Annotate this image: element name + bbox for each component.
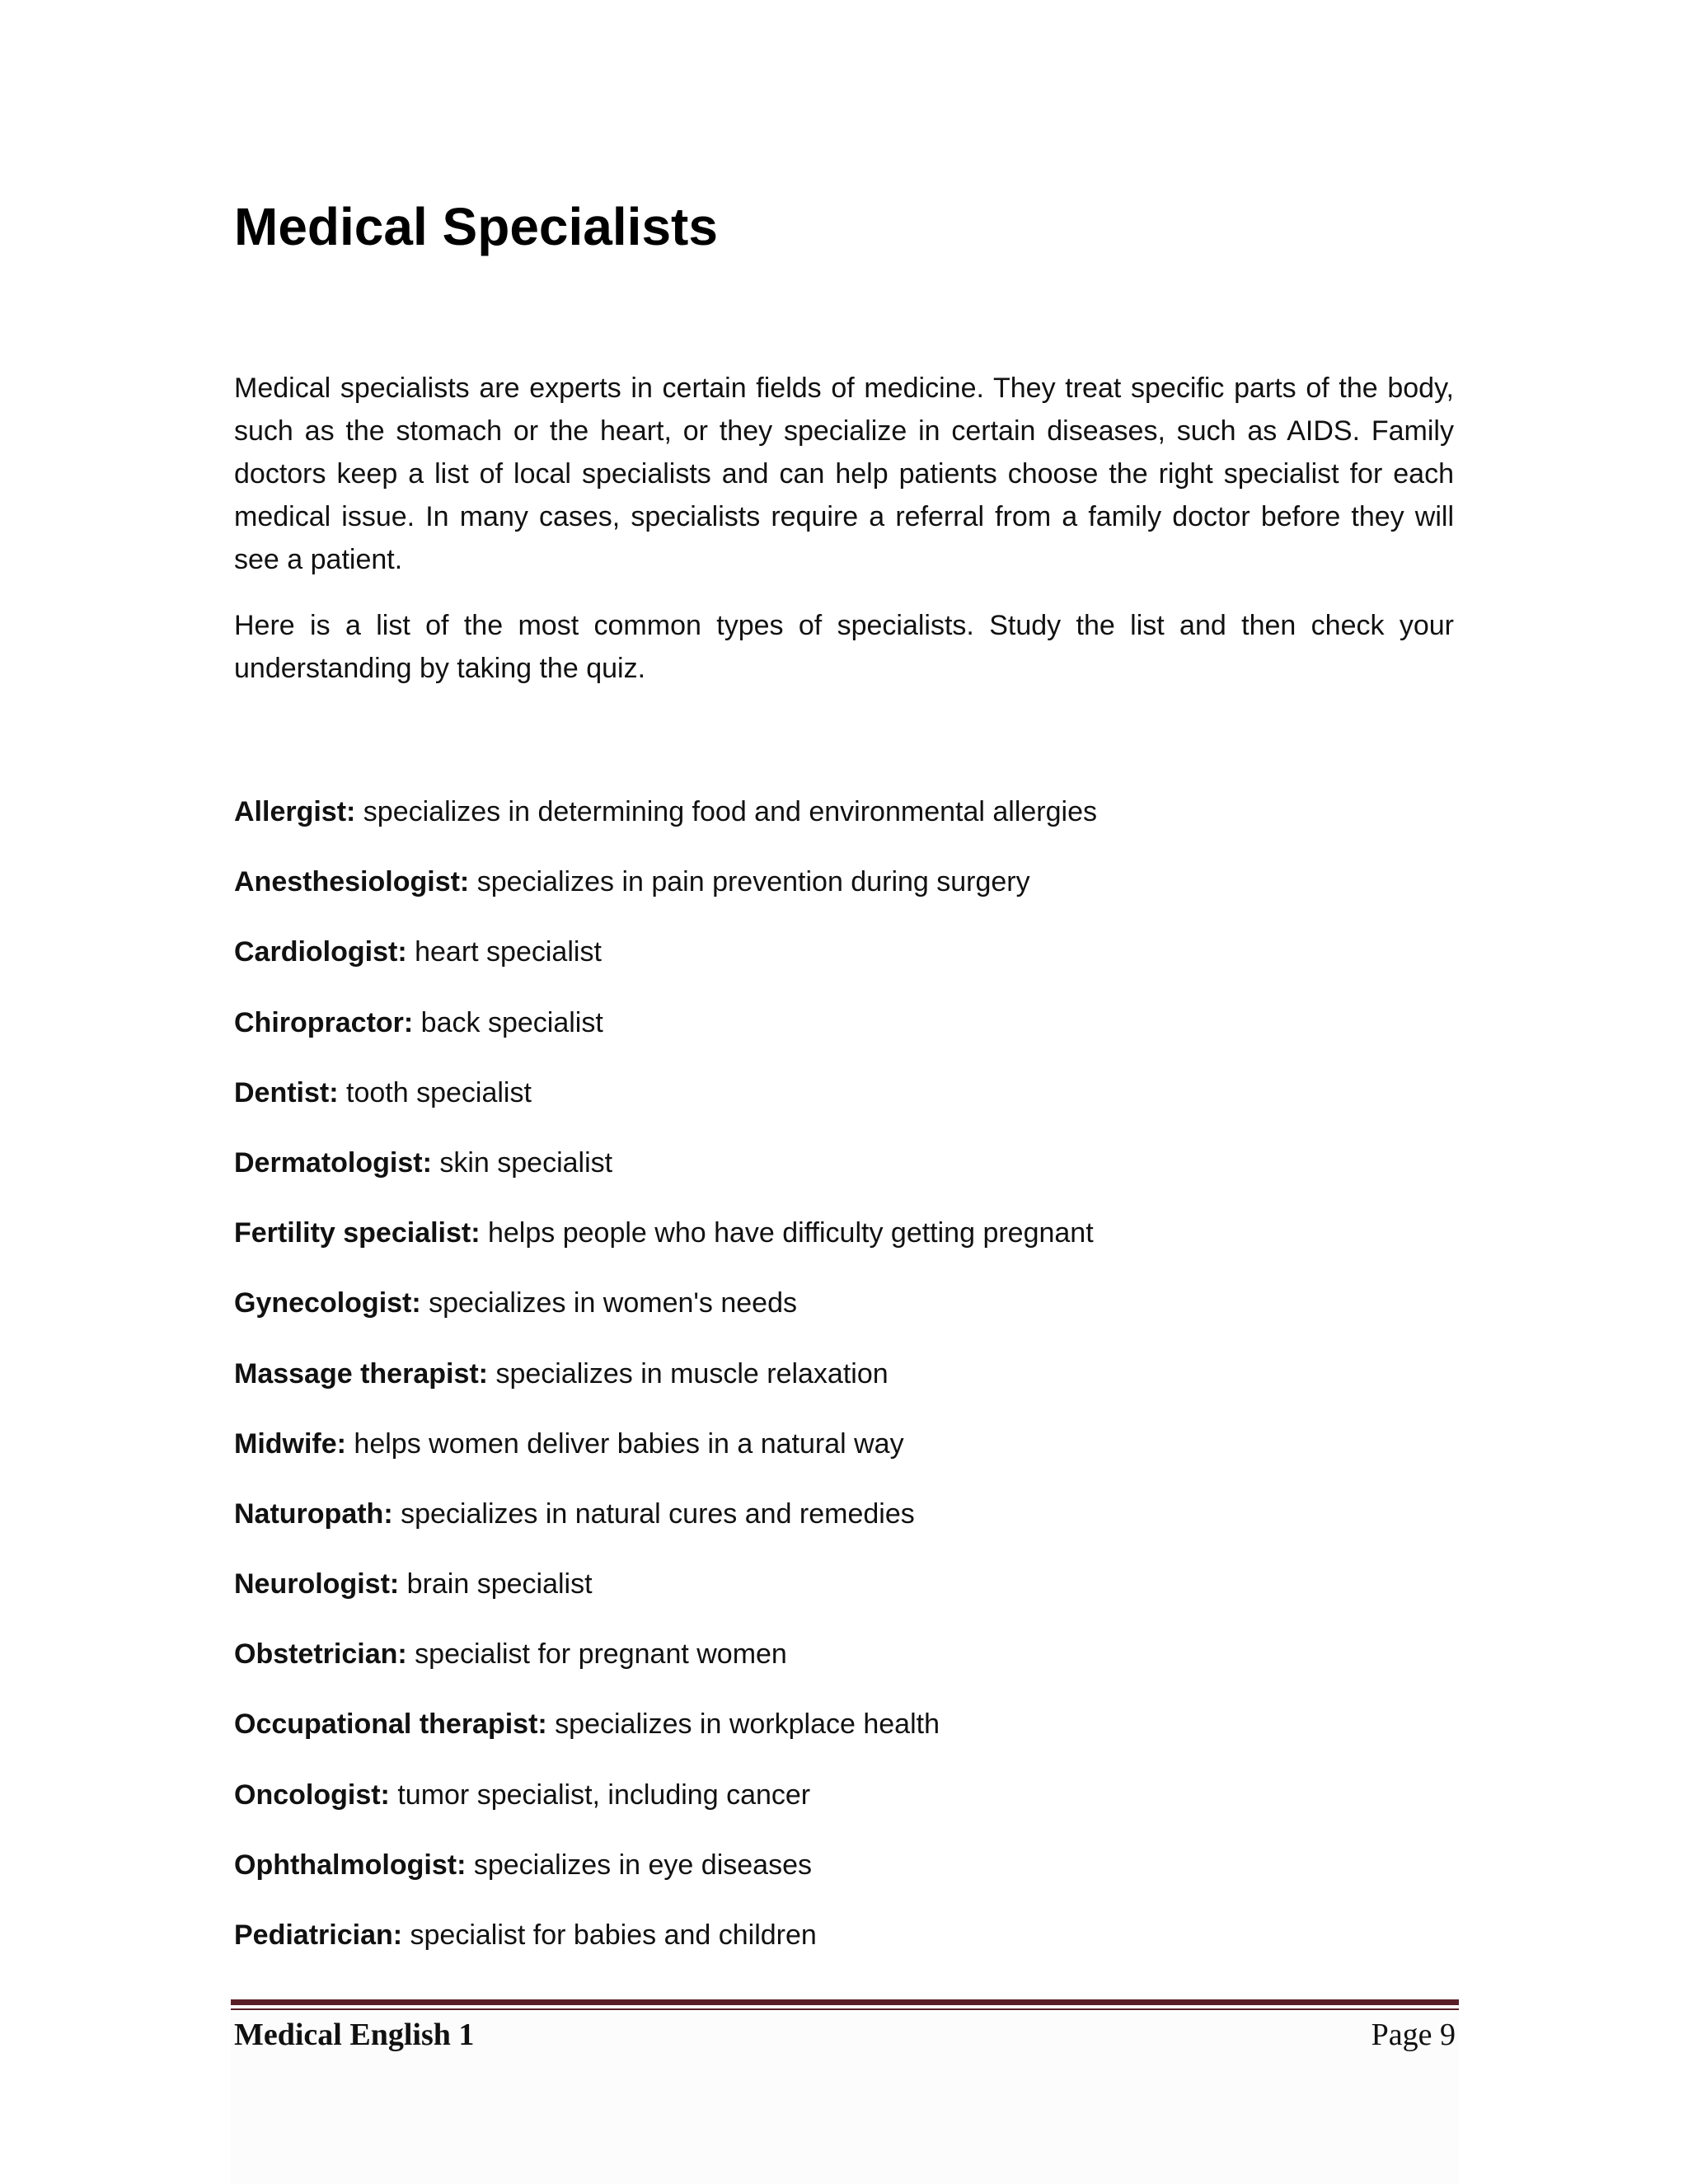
footer-rule	[231, 1999, 1459, 2005]
specialist-term: Cardiologist:	[234, 936, 407, 968]
list-item	[234, 1705, 1454, 1775]
specialist-term: Pediatrician:	[234, 1919, 403, 1951]
specialist-term: Dermatologist:	[234, 1146, 432, 1179]
list-item	[234, 1284, 1454, 1354]
list-item	[234, 1776, 1454, 1846]
intro-section	[234, 367, 1454, 713]
footer-rule-thin	[231, 2008, 1459, 2010]
list-item	[234, 1916, 1454, 1986]
specialist-definition: back specialist	[413, 1006, 603, 1038]
instruction-paragraph: Here is a list of the most common types of specialists. Study the list and then check your understanding by taking the quiz.	[234, 610, 1454, 684]
list-item	[234, 933, 1454, 1003]
specialist-definition: specializes in eye diseases	[466, 1849, 812, 1881]
list-item	[234, 1425, 1454, 1495]
list-item	[234, 1144, 1454, 1214]
list-item	[234, 1214, 1454, 1284]
specialist-definition: tumor specialist, including cancer	[389, 1779, 811, 1811]
page-title: Medical Specialists	[234, 197, 718, 256]
intro-paragraph: Medical specialists are experts in certain fields of medicine. They treat specific parts of the body, such as the stomach or the heart, or they specialize in certain diseases, such as AIDS. Family doctors keep a list of local specialists and can help patients choose the right specialist for each medical issue. In many cases, specialists require a referral from a family doctor before they will see a patient.	[234, 373, 1454, 575]
specialist-definition: specialist for babies and children	[402, 1919, 817, 1951]
list-item	[234, 1495, 1454, 1565]
specialist-definition: specializes in determining food and environmental allergies	[355, 796, 1097, 827]
specialist-definition: specialist for pregnant women	[406, 1638, 787, 1671]
specialist-term: Naturopath:	[234, 1497, 393, 1530]
specialist-term: Massage therapist:	[234, 1357, 488, 1390]
specialist-term: Anesthesiologist:	[234, 866, 470, 898]
specialist-definition: tooth specialist	[338, 1076, 532, 1108]
specialist-definition: brain specialist	[399, 1568, 593, 1601]
specialist-definition: specializes in natural cures and remedies	[392, 1497, 915, 1530]
specialist-definition: skin specialist	[431, 1146, 613, 1179]
specialist-definition: specializes in pain prevention during surgery	[469, 866, 1030, 898]
specialist-term: Gynecologist:	[234, 1287, 421, 1319]
list-item	[234, 863, 1454, 933]
specialist-term: Obstetrician:	[234, 1638, 407, 1671]
specialist-term: Dentist:	[234, 1076, 339, 1108]
list-item	[234, 1565, 1454, 1635]
specialist-definition: specializes in muscle relaxation	[488, 1357, 889, 1390]
list-item	[234, 793, 1454, 863]
list-item	[234, 1355, 1454, 1425]
list-item	[234, 1846, 1454, 1916]
list-item	[234, 1004, 1454, 1074]
footer-page-number: Page 9	[1371, 2018, 1456, 2052]
specialist-term: Occupational therapist:	[234, 1708, 547, 1741]
specialist-definition: helps women deliver babies in a natural way	[345, 1427, 904, 1460]
specialist-term: Oncologist:	[234, 1779, 390, 1811]
specialist-term: Fertility specialist:	[234, 1217, 481, 1249]
specialist-definition: heart specialist	[406, 936, 602, 968]
specialist-term: Midwife:	[234, 1427, 346, 1460]
specialist-term: Neurologist:	[234, 1568, 400, 1601]
specialist-list	[234, 793, 1454, 1986]
list-item	[234, 1074, 1454, 1144]
footer-book-title: Medical English 1	[234, 2018, 475, 2052]
list-item	[234, 1635, 1454, 1705]
specialist-definition: specializes in workplace health	[546, 1708, 940, 1741]
specialist-term: Allergist:	[234, 796, 356, 827]
specialist-term: Chiropractor:	[234, 1006, 414, 1038]
specialist-definition: helps people who have difficulty getting pregnant	[480, 1217, 1094, 1249]
specialist-term: Ophthalmologist:	[234, 1849, 467, 1881]
specialist-definition: specializes in women's needs	[420, 1287, 797, 1319]
